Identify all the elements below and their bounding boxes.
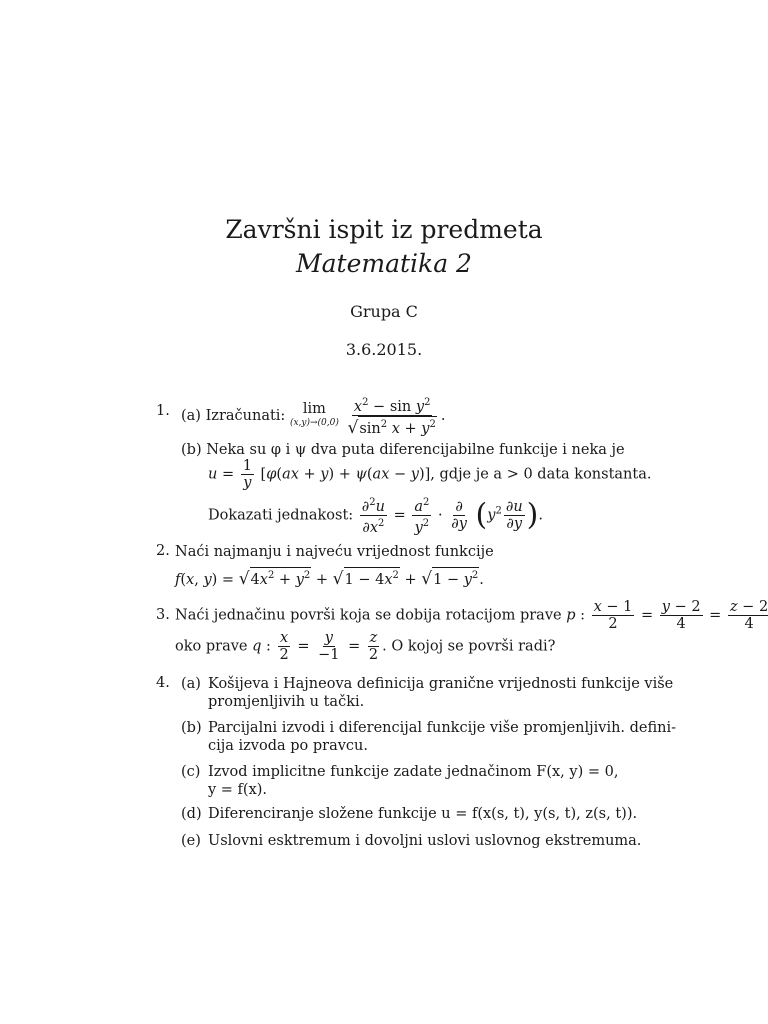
problem-3-line2: oko prave q : $\frac{x}{2}$ = $\frac{y}{-1}$ = $\frac{z}{2}$ . O kojoj se površi radi? bbox=[175, 630, 556, 663]
problem-1b-text3: Dokazati jednakost: bbox=[208, 507, 354, 524]
problem-1b-text: Neka su φ i ψ dva puta diferencijabilne funkcije i neka je bbox=[206, 442, 625, 458]
problem-4c-line1: Izvod implicitne funkcije zadate jednačinom F(x, y) = 0, bbox=[208, 764, 619, 780]
problem-1b-label: (b) bbox=[181, 442, 202, 458]
problem-1a-label: (a) bbox=[181, 408, 201, 424]
group-label: Grupa C bbox=[350, 302, 418, 321]
limit-fraction: $\frac{x^2 - \sin y^2}{√\sin^2 x + y^2}$ bbox=[347, 397, 436, 438]
problem-4d: (d) bbox=[181, 806, 202, 822]
problem-3-text: Naći jednačinu površi koja se dobija rotacijom prave bbox=[175, 607, 562, 624]
problem-3-text2: oko prave bbox=[175, 638, 248, 655]
problem-1-number: 1. bbox=[156, 403, 170, 419]
problem-4e-line1: Uslovni esktremum i dovoljni uslovi uslovnog ekstremuma. bbox=[208, 833, 642, 849]
problem-1a-text: Izračunati: bbox=[205, 408, 286, 424]
problem-4c: (c) bbox=[181, 764, 201, 780]
course-name: Matematika 2 bbox=[296, 249, 472, 278]
problem-1b-text2: , gdje je a > 0 data konstanta. bbox=[430, 466, 652, 483]
problem-3-line1: Naći jednačinu površi koja se dobija rotacijom prave p : $\frac{x - 1}{2}$ = $\frac{y - 2}{4}$ = $\frac{z - 2}{4}$ bbox=[175, 599, 768, 632]
problem-4b-line2: cija izvoda po pravcu. bbox=[208, 738, 368, 754]
exam-title: Završni ispit iz predmeta bbox=[225, 215, 543, 244]
problem-4c-line2: y = f(x). bbox=[208, 782, 268, 798]
problem-4b: (b) bbox=[181, 720, 202, 736]
problem-2-number: 2. bbox=[156, 543, 170, 559]
problem-4b-line1: Parcijalni izvodi i diferencijal funkcije više promjenljivih. defini- bbox=[208, 720, 677, 736]
problem-3-text3: . O kojoj se površi radi? bbox=[382, 638, 556, 655]
problem-4a: (a) bbox=[181, 676, 201, 692]
limit-operator: lim (x,y)→(0,0) bbox=[289, 401, 339, 428]
problem-2-text: Naći najmanju i najveću vrijednost funkcije bbox=[175, 544, 494, 560]
problem-1b bbox=[181, 441, 625, 459]
problem-1b-identity: Dokazati jednakost: $\frac{\partial^2u}{\partial x^2}$ = $\frac{a^2}{y^2}$ · $\frac{\partial}{\partial y}$ ($y^2$ $\frac{\partial u}{\partial y}$ ). bbox=[208, 497, 543, 536]
problem-2-function: f(x, $y) = √4x^2 + y^2 + √1 - 4x^2 + √1 - y^2$. bbox=[175, 569, 484, 589]
problem-4a-line1: Košijeva i Hajneova definicija granične vrijednosti funkcije više bbox=[208, 676, 674, 692]
problem-4d-line1: Diferenciranje složene funkcije u = f(x(s, t), y(s, t), z(s, t)). bbox=[208, 806, 638, 822]
problem-1a: (a) Izračunati: lim (x,y)→(0,0) $\frac{x^2 - \sin y^2}{√\sin^2 x + y^2}$ . bbox=[181, 397, 446, 438]
problem-1b-definition: u = $\frac{1}{y}$ [φ(ax + y) + ψ(ax − y)], gdje je a > 0 data konstanta. bbox=[208, 458, 652, 491]
problem-4-number: 4. bbox=[156, 675, 170, 691]
problem-3-number: 3. bbox=[156, 607, 170, 623]
problem-4a-line2: promjenljivih u tački. bbox=[208, 694, 365, 710]
exam-date: 3.6.2015. bbox=[345, 340, 423, 359]
problem-4e: (e) bbox=[181, 833, 201, 849]
